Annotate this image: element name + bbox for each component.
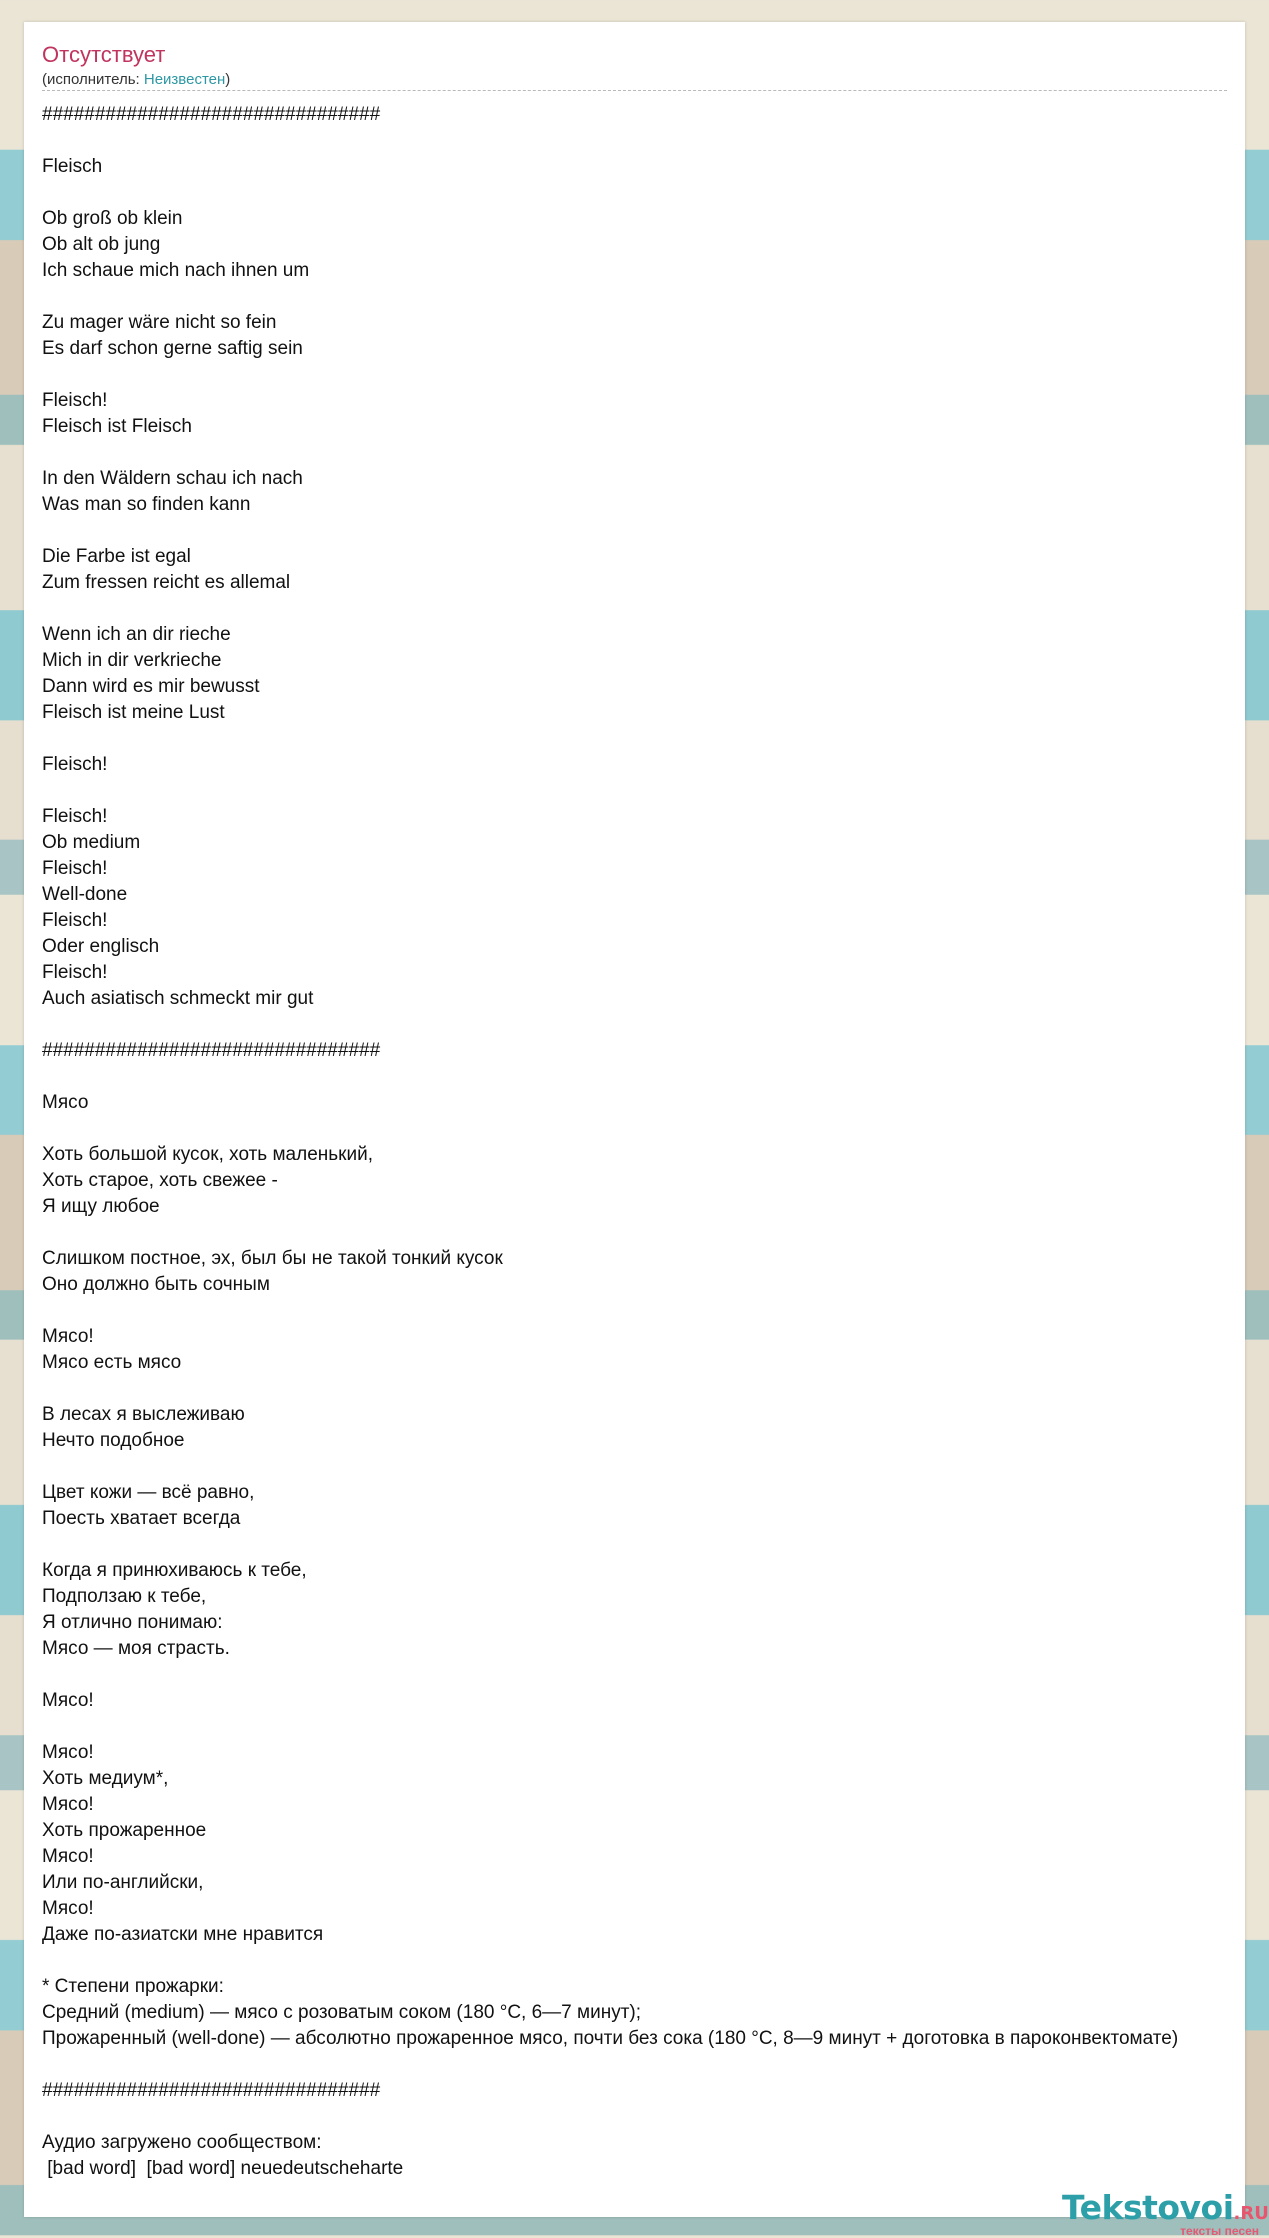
title-divider	[42, 90, 1227, 91]
lyrics-line: Я отлично понимаю:	[42, 1612, 223, 1633]
lyrics-line: Zu mager wäre nicht so fein	[42, 312, 277, 333]
lyrics-line: Fleisch!	[42, 858, 108, 879]
lyrics-line: Fleisch!	[42, 390, 108, 411]
lyrics-line: Мясо!	[42, 1326, 94, 1347]
lyrics-line: Fleisch!	[42, 754, 108, 775]
lyrics-line: Подползаю к тебе,	[42, 1586, 207, 1607]
artist-line	[42, 71, 230, 89]
lyrics-line: Ob alt ob jung	[42, 234, 161, 255]
lyrics-line: Oder englisch	[42, 936, 160, 957]
lyrics-line: ################################	[42, 1040, 381, 1061]
lyrics-line: Es darf schon gerne saftig sein	[42, 338, 303, 359]
lyrics-line: Wenn ich an dir rieche	[42, 624, 231, 645]
lyrics-line: Мясо	[42, 1092, 89, 1113]
lyrics-line: Ob medium	[42, 832, 141, 853]
lyrics-line: Аудио загружено сообществом:	[42, 2132, 322, 2153]
lyrics-line: Слишком постное, эх, был бы не такой тонкий кусок	[42, 1248, 503, 1269]
lyrics-line: Мясо!	[42, 1898, 94, 1919]
lyrics-line: Was man so finden kann	[42, 494, 251, 515]
lyrics-line: Fleisch!	[42, 962, 108, 983]
lyrics-line: ################################	[42, 104, 381, 125]
lyrics-line: Dann wird es mir bewusst	[42, 676, 260, 697]
lyrics-line: Zum fressen reicht es allemal	[42, 572, 291, 593]
lyrics-line: В лесах я выслеживаю	[42, 1404, 245, 1425]
lyrics-line: Мясо!	[42, 1846, 94, 1867]
lyrics-line: Мясо — моя страсть.	[42, 1638, 230, 1659]
artist-prefix: (исполнитель:	[42, 71, 144, 88]
lyrics-line: Fleisch!	[42, 806, 108, 827]
artist-suffix: )	[225, 71, 231, 88]
site-logo[interactable]	[1062, 2190, 1267, 2238]
logo-tld: .RU	[1233, 2203, 1269, 2224]
lyrics-line: Прожаренный (well-done) — абсолютно прожаренное мясо, почти без сока (180 °C, 8—9 минут + доготовка в пароконвектомате)	[42, 2028, 1179, 2049]
lyrics-line: Оно должно быть сочным	[42, 1274, 270, 1295]
lyrics-line: In den Wäldern schau ich nach	[42, 468, 303, 489]
lyrics-line: Fleisch ist meine Lust	[42, 702, 225, 723]
lyrics-line: Хоть прожаренное	[42, 1820, 207, 1841]
lyrics-line: Хоть старое, хоть свежее -	[42, 1170, 278, 1191]
lyrics-line: Когда я принюхиваюсь к тебе,	[42, 1560, 307, 1581]
lyrics-line: Ich schaue mich nach ihnen um	[42, 260, 310, 281]
lyrics-line: Мясо!	[42, 1742, 94, 1763]
lyrics-line: Хоть большой кусок, хоть маленький,	[42, 1144, 373, 1165]
lyrics-line: Die Farbe ist egal	[42, 546, 191, 567]
lyrics-line: [bad word] [bad word] neuedeutscheharte	[42, 2158, 404, 2179]
lyrics-line: Цвет кожи — всё равно,	[42, 1482, 255, 1503]
lyrics-text	[42, 102, 1269, 2182]
lyrics-card	[24, 22, 1269, 2238]
artist-link[interactable]: Неизвестен	[143, 71, 226, 88]
lyrics-line: Поесть хватает всегда	[42, 1508, 241, 1529]
lyrics-line: Хоть медиум*,	[42, 1768, 169, 1789]
lyrics-line: Ob groß ob klein	[42, 208, 183, 229]
song-title: Отсутствует	[42, 42, 166, 67]
lyrics-line: Auch asiatisch schmeckt mir gut	[42, 988, 314, 1009]
lyrics-line: Мясо!	[42, 1690, 94, 1711]
logo-tagline: тексты песен	[1180, 2224, 1259, 2238]
lyrics-line: Или по-английски,	[42, 1872, 204, 1893]
lyrics-line: Fleisch ist Fleisch	[42, 416, 192, 437]
lyrics-line: Fleisch!	[42, 910, 108, 931]
lyrics-line: * Степени прожарки:	[42, 1976, 224, 1997]
lyrics-line: Мясо!	[42, 1794, 94, 1815]
lyrics-line: Я ищу любое	[42, 1196, 160, 1217]
lyrics-line: Средний (medium) — мясо с розоватым соком (180 °C, 6—7 минут);	[42, 2002, 642, 2023]
logo-brand: Tekstovoi	[1062, 2188, 1234, 2227]
lyrics-line: Даже по-азиатски мне нравится	[42, 1924, 324, 1945]
lyrics-line: Мясо есть мясо	[42, 1352, 182, 1373]
lyrics-line: Mich in dir verkrieche	[42, 650, 222, 671]
lyrics-line: Fleisch	[42, 156, 103, 177]
lyrics-line: Well-done	[42, 884, 128, 905]
lyrics-line: Нечто подобное	[42, 1430, 185, 1451]
lyrics-line: ################################	[42, 2080, 381, 2101]
